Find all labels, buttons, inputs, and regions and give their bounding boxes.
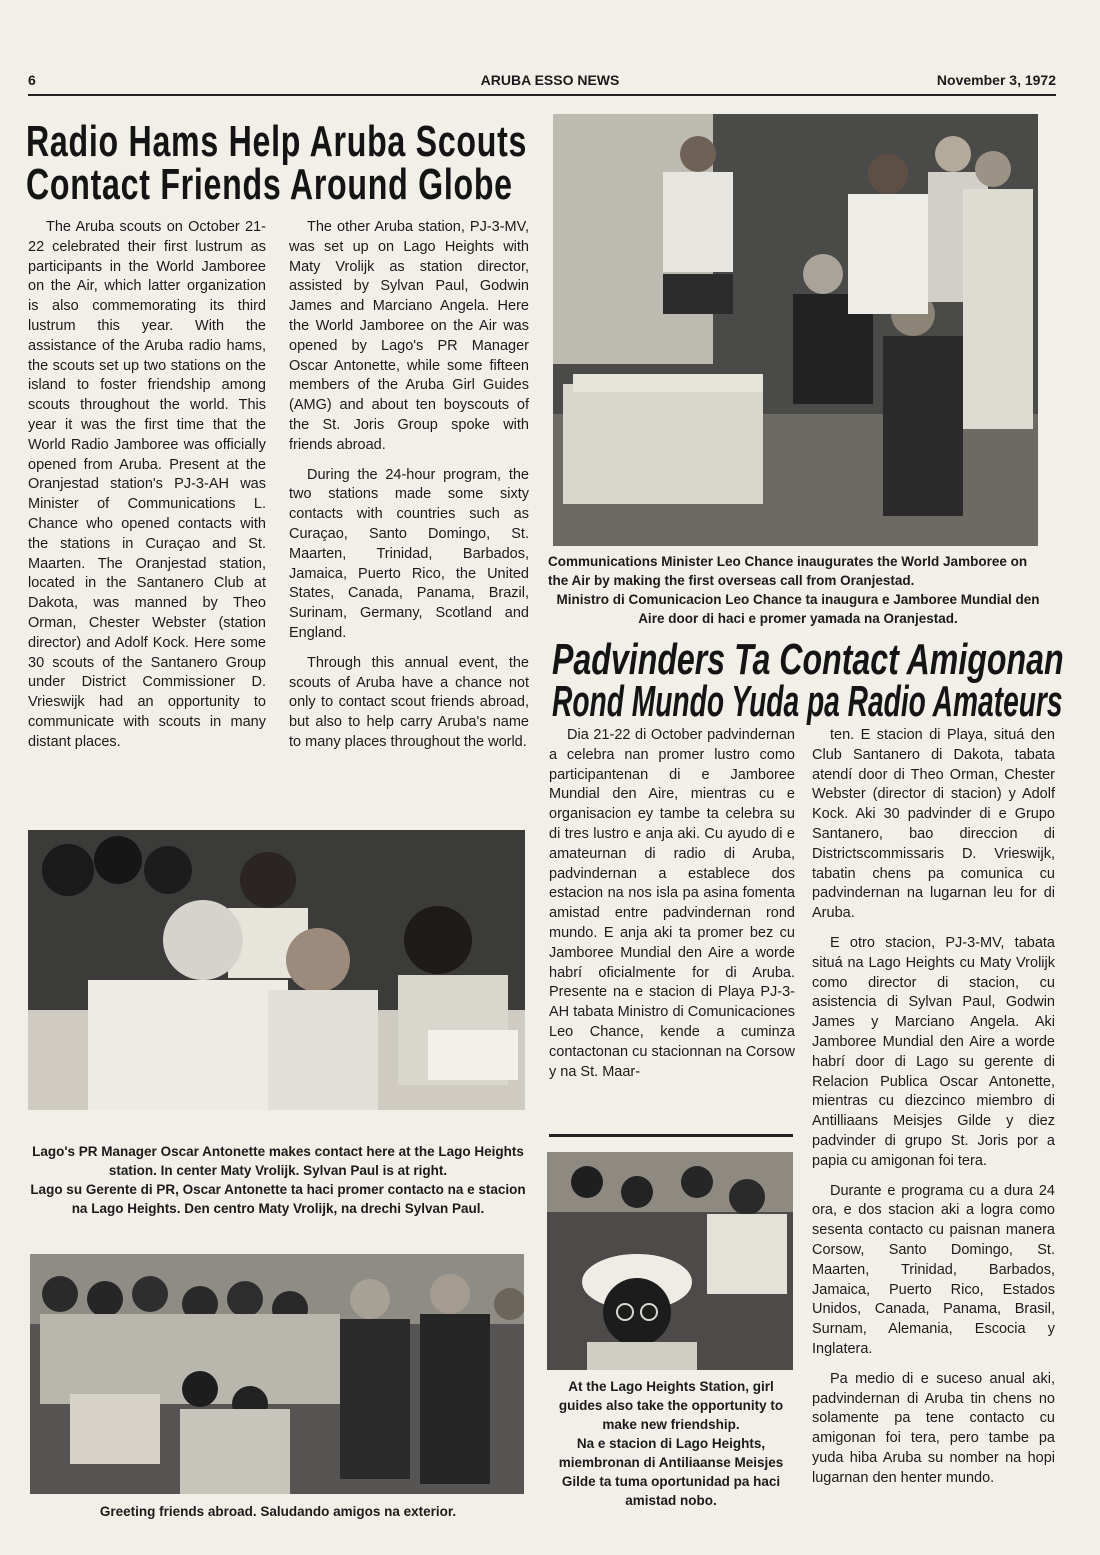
paragraph: The Aruba scouts on October 21-22 celebrated their first lustrum as participants in the World Jamboree on the Air, which latter organization is also commemorating its third lustrum this year. With the assistance of the Aruba radio hams, the scouts set up two stations on the island to foster friendship among scouts throughout the world. This year it was the first time that the World Radio Jamboree was officially opened from Aruba. Present at the Oranjestad station's PJ-3-AH was Minister of Communications L. Chance who opened contacts with the stations in Curaçao and St. Maarten. The Oranjestad station, located in the Santanero Club at Dakota, was manned by Theo Orman, Chester Webster (station director) and Adolf Kock. Here some 30 scouts of the Santanero Group under District Commissioner D. Vrieswijk had an opportunity to communicate with scouts in many distant places. — [28, 219, 266, 750]
caption-line-en: Lago's PR Manager Oscar Antonette makes contact here at the Lago Heights station. In center Maty Vrolijk. Sylvan Paul is at right. — [32, 1144, 524, 1178]
paragraph: The other Aruba station, PJ-3-MV, was set up on Lago Heights with Maty Vrolijk as station director, assisted by Sylvan Paul, Godwin James and Marciano Angela. Here the World Jamboree on the Air was opened by Lago's PR Manager Oscar Antonette, while some fifteen members of the Aruba Girl Guides (AMG) and about ten boyscouts of the St. Joris Group spoke with friends abroad. — [289, 219, 529, 453]
headline-pap-line2: Rond Mundo Yuda pa Radio Amateurs — [552, 677, 1063, 726]
caption-photo-pr-manager — [28, 1142, 528, 1218]
photo-greeting-friends — [30, 1254, 524, 1494]
paragraph: Pa medio di e suceso anual aki, padvindernan di Aruba tin chens no solamente pa tene contacto cu amigonan foi tera, pero tambe pa yuda hiba Aruba su nomber na hopi lugarnan den henter mundo. — [812, 1370, 1055, 1486]
photo-pr-manager-contact — [28, 830, 525, 1110]
paragraph: Durante e programa cu a dura 24 ora, e dos stacion aki a logra como sesenta contacto cu paisnan manera Corsow, Santo Domingo, St. Maarten, Trinidad, Barbados, Jamaica, Puerto Rico, Estados Unidos, Canada, Panama, Brasil, Surnam, Alemania, Escocia y Inglatera. — [812, 1182, 1055, 1357]
headline-en-line2: Contact Friends Around Globe — [26, 160, 513, 209]
column-separator-rule — [549, 1134, 793, 1137]
paragraph: Through this annual event, the scouts of Aruba have a chance not only to contact scout friends abroad, but also to help carry Aruba's name to many places throughout the world. — [289, 654, 529, 750]
caption-line-en: At the Lago Heights Station, girl guides also take the opportunity to make new friendship. — [558, 1379, 784, 1432]
article-pap-column-2 — [812, 726, 1055, 1498]
paragraph: During the 24-hour program, the two stations made some sixty contacts with countries such as Curaçao, Santo Domingo, St. Maarten, Trinidad, Barbados, Jamaica, Puerto Rico, the United States, Canada, Panama, Brazil, Surinam, Germany, Scotland and England. — [289, 466, 529, 641]
article-en-column-1 — [28, 218, 266, 763]
caption-photo-girl-guides — [548, 1377, 794, 1510]
caption-line-en: Communications Minister Leo Chance inaugurates the World Jamboree on the Air by making the first overseas call from Oranjestad. — [548, 554, 1028, 588]
caption-line-pap: Lago su Gerente di PR, Oscar Antonette ta haci promer contacto na e stacion na Lago Heights. Den centro Maty Vrolijk, na drechi Sylvan Paul. — [30, 1182, 526, 1216]
issue-date: November 3, 1972 — [936, 72, 1056, 88]
header-rule — [28, 94, 1056, 96]
paragraph: Dia 21-22 di October padvindernan a celebra nan promer lustro como participantenan di e Jamboree Mundial den Aire, mientras cu e organisacion ey tambe ta celebra su di tres lustro e anja aki. Cu ayudo di e amateurnan di radio di Aruba, padvindernan a establece dos estacion na nos isla pa asina fomenta amistad entre padvindernan rond mundo. E anja aki ta promer bez cu Jamboree Mundial den Aire a worde habrí oficialmente for di Aruba. Presente na e stacion di Playa PJ-3-AH tabata Ministro di Comunicaciones Leo Chance, kende a cuminza contactonan cu stacionnan na Corsow y na St. Maar- — [549, 727, 795, 1080]
caption-line-pap: Na e stacion di Lago Heights, miembronan di Antiliaanse Meisjes Gilde ta tuma oportunidad pa haci amistad nobo. — [558, 1436, 784, 1508]
photo-minister-radio-call — [553, 114, 1038, 546]
page-number: 6 — [28, 72, 36, 88]
headline-en-line1: Radio Hams Help Aruba Scouts — [26, 117, 528, 166]
paragraph: ten. E stacion di Playa, situá den Club Santanero di Dakota, tabata atendí door di Theo Orman, Chester Webster (director di stacion) y Adolf Kock. Aki 30 padvinder di e Grupo Santanero, bao direccion di Districtscommissaris D. Vrieswijk, tabatin chens pa comunica cu padvindernan na lugarnan leu for di Aruba. — [812, 727, 1055, 922]
article-en-column-2 — [289, 218, 529, 763]
caption-line-pap: Ministro di Comunicacion Leo Chance ta inaugura e Jamboree Mundial den Aire door di haci e promer yamada na Oranjestad. — [556, 592, 1040, 626]
caption-photo-greeting — [28, 1502, 528, 1521]
caption-line: Greeting friends abroad. Saludando amigos na exterior. — [99, 1504, 457, 1519]
paragraph: E otro stacion, PJ-3-MV, tabata situá na Lago Heights cu Maty Vrolijk como director di stacion, cu asistencia di Sylvan Paul, Godwin James y Marciano Angela. Aki Jamboree Mundial den Aire a worde habrí door di Lago su gerente di Relacion Publica Oscar Antonette, mientras cu diezcinco miembro di Antilliaans Meisjes Gilde y diez padvinder di grupo St. Joris por a papia cu amigonan foi tera. — [812, 934, 1055, 1169]
caption-photo-minister — [548, 552, 1048, 628]
publication-name: ARUBA ESSO NEWS — [480, 72, 620, 88]
photo-girl-guides — [547, 1152, 793, 1370]
headline-pap-line1: Padvinders Ta Contact Amigonan — [552, 635, 1064, 684]
article-pap-column-1 — [549, 726, 795, 1092]
